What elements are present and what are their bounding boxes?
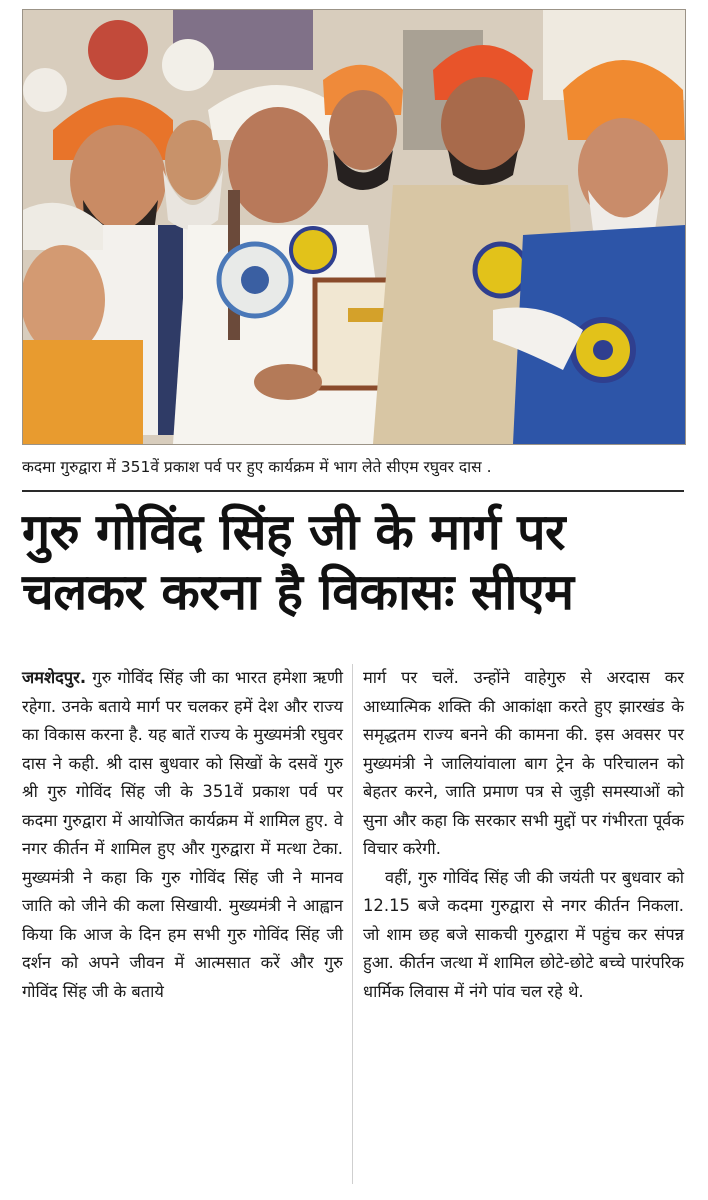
- article-paragraph-2: मार्ग पर चलें. उन्होंने वाहेगुरु से अरदास कर आध्यात्मिक शक्ति की आकांक्षा करते हुए झारखंड के समृद्धतम राज्य बनने की कामना की. इस अवसर पर मुख्यमंत्री ने जालियांवाला बाग ट्रेन के परिचालन को बेहतर करने, जाति प्रमाण पत्र से जुड़ी समस्याओं को सुना और कहा कि सरकार सभी मुद्दों पर गंभीरता पूर्वक विचार करेगी.: [363, 668, 684, 858]
- article-paragraph-3: वहीं, गुरु गोविंद सिंह जी की जयंती पर बुधवार को 12.15 बजे कदमा गुरुद्वारा से नगर कीर्तन निकला. जो शाम छह बजे साकची गुरुद्वारा में पहुंच कर संपन्न हुआ. कीर्तन जत्था में शामिल छोटे-छोटे बच्चे पारंपरिक धार्मिक लिवास में नंगे पांव चल रहे थे.: [363, 867, 684, 1001]
- article-column-2: [363, 664, 684, 1006]
- photo-caption: कदमा गुरुद्वारा में 351वें प्रकाश पर्व पर हुए कार्यक्रम में भाग लेते सीएम रघुवर दास .: [22, 458, 492, 476]
- news-photo: [22, 9, 686, 445]
- photo-illustration: [23, 10, 685, 444]
- headline-line-2: चलकर करना है विकासः सीएम: [22, 563, 574, 621]
- article-text-col1: गुरु गोविंद सिंह जी का भारत हमेशा ऋणी रहेगा. उनके बताये मार्ग पर चलकर हमें देश और राज्य का विकास करना है. यह बातें राज्य के मुख्यमंत्री रघुवर दास ने कही. श्री दास बुधवार को सिखों के दसवें गुरु श्री गुरु गोविंद सिंह जी के 351वें प्रकाश पर्व पर कदमा गुरुद्वारा में आयोजित कार्यक्रम में शामिल हुए. वे नगर कीर्तन में शामिल हुए और गुरुद्वारा में मत्था टेका. मुख्यमंत्री ने कहा कि गुरु गोविंद सिंह जी ने मानव जाति को जीने की कला सिखायी. मुख्यमंत्री ने आह्वान किया कि आज के दिन हम सभी गुरु गोविंद सिंह जी दर्शन को अपने जीवन में आत्मसात करें और गुरु गोविंद सिंह जी के बताये: [22, 668, 343, 1001]
- caption-divider: [22, 490, 684, 492]
- column-divider: [352, 664, 353, 1184]
- dateline: जमशेदपुर.: [22, 668, 87, 687]
- article-column-1: [22, 664, 343, 1006]
- headline-line-1: गुरु गोविंद सिंह जी के मार्ग पर: [22, 503, 565, 561]
- article-paragraph-1: [22, 664, 343, 1006]
- headline: [22, 502, 684, 622]
